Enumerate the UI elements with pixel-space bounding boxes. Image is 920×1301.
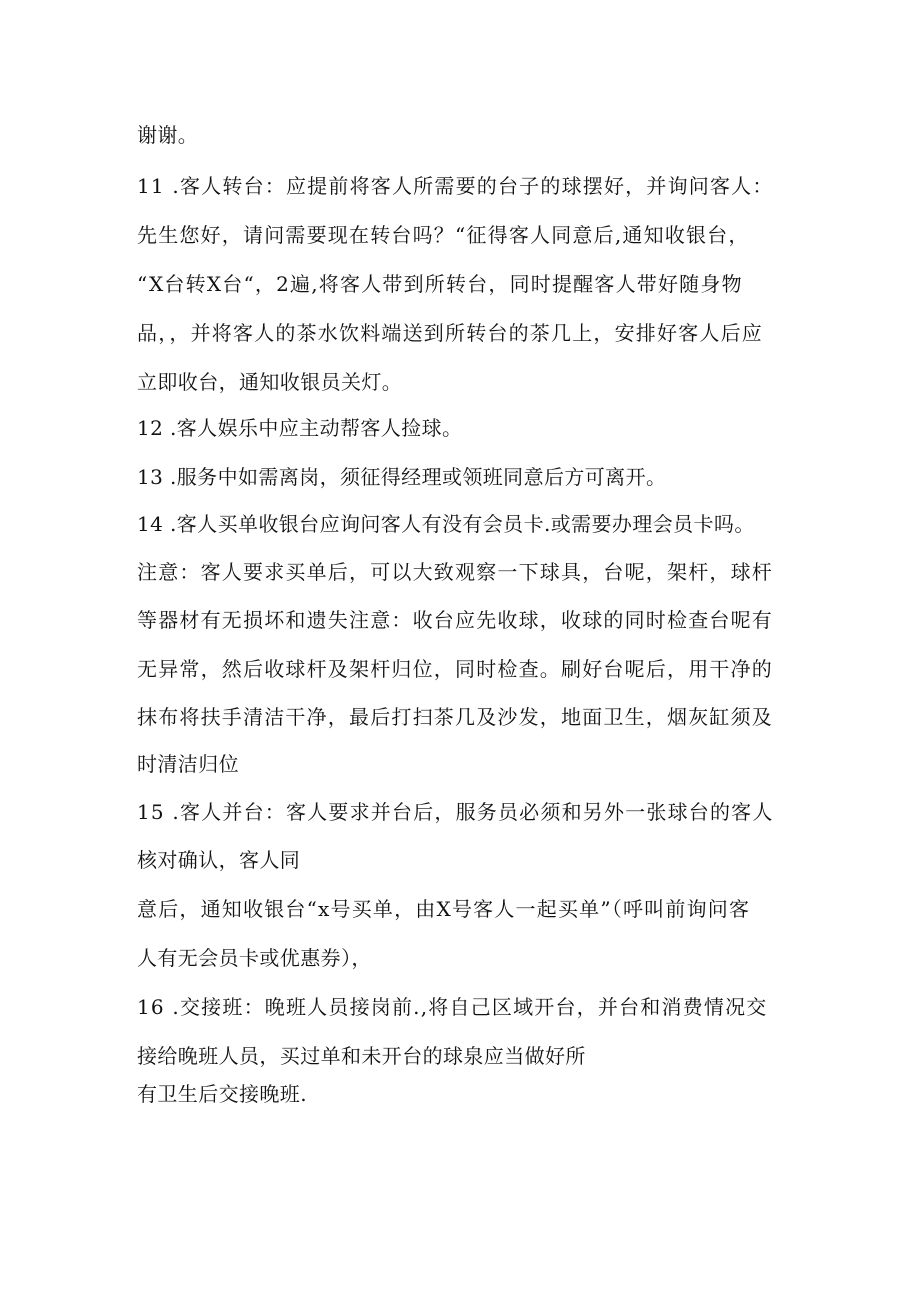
text-line-19: 16 .交接班：晚班人员接岗前.,将自己区域开台，并台和消费情况交 <box>137 995 768 1019</box>
text-line-12: 无异常，然后收球杆及架杆归位，同时检查。刷好台呢后，用干净的 <box>137 657 773 681</box>
text-line-10: 注意：客人要求买单后，可以大致观察一下球具，台呢，架杆，球杆 <box>137 560 773 584</box>
text-line-1: 谢谢。 <box>137 123 199 147</box>
text-line-15: 15 .客人并台：客人要求并台后，服务员必须和另外一张球台的客人 <box>137 800 774 824</box>
text-line-3: 先生您好，请问需要现在转台吗？“征得客人同意后,通知收银台， <box>137 223 750 247</box>
text-line-14: 时清洁归位 <box>137 752 239 776</box>
text-line-8: 13 .服务中如需离岗，须征得经理或领班同意后方可离开。 <box>137 465 667 489</box>
text-line-5: 品，，并将客人的茶水饮料端送到所转台的茶几上，安排好客人后应 <box>137 321 763 345</box>
text-line-4: “X台转X台“，2遍,将客人带到所转台，同时提醒客人带好随身物 <box>137 272 743 296</box>
text-line-9: 14 .客人买单收银台应询问客人有没有会员卡.或需要办理会员卡吗。 <box>137 512 755 536</box>
text-line-18: 人有无会员卡或优惠券）， <box>137 946 372 970</box>
text-line-16: 核对确认，客人同 <box>137 848 301 872</box>
text-line-17: 意后，通知收银台“x号买单，由X号客人一起买单”（呼叫前询问客 <box>137 897 751 921</box>
text-line-7: 12 .客人娱乐中应主动帮客人捡球。 <box>137 416 463 440</box>
text-line-13: 抹布将扶手清洁干净，最后打扫茶几及沙发，地面卫生，烟灰缸须及 <box>137 705 773 729</box>
text-line-21: 有卫生后交接晚班. <box>137 1082 307 1106</box>
text-line-20: 接给晚班人员，买过单和未开台的球泉应当做好所 <box>137 1044 586 1068</box>
text-line-6: 立即收台，通知收银员关灯。 <box>137 370 403 394</box>
text-line-2: 11 .客人转台：应提前将客人所需要的台子的球摆好，并询问客人： <box>137 174 774 198</box>
text-line-11: 等器材有无损坏和遗失注意：收台应先收球，收球的同时检查台呢有 <box>137 608 773 632</box>
